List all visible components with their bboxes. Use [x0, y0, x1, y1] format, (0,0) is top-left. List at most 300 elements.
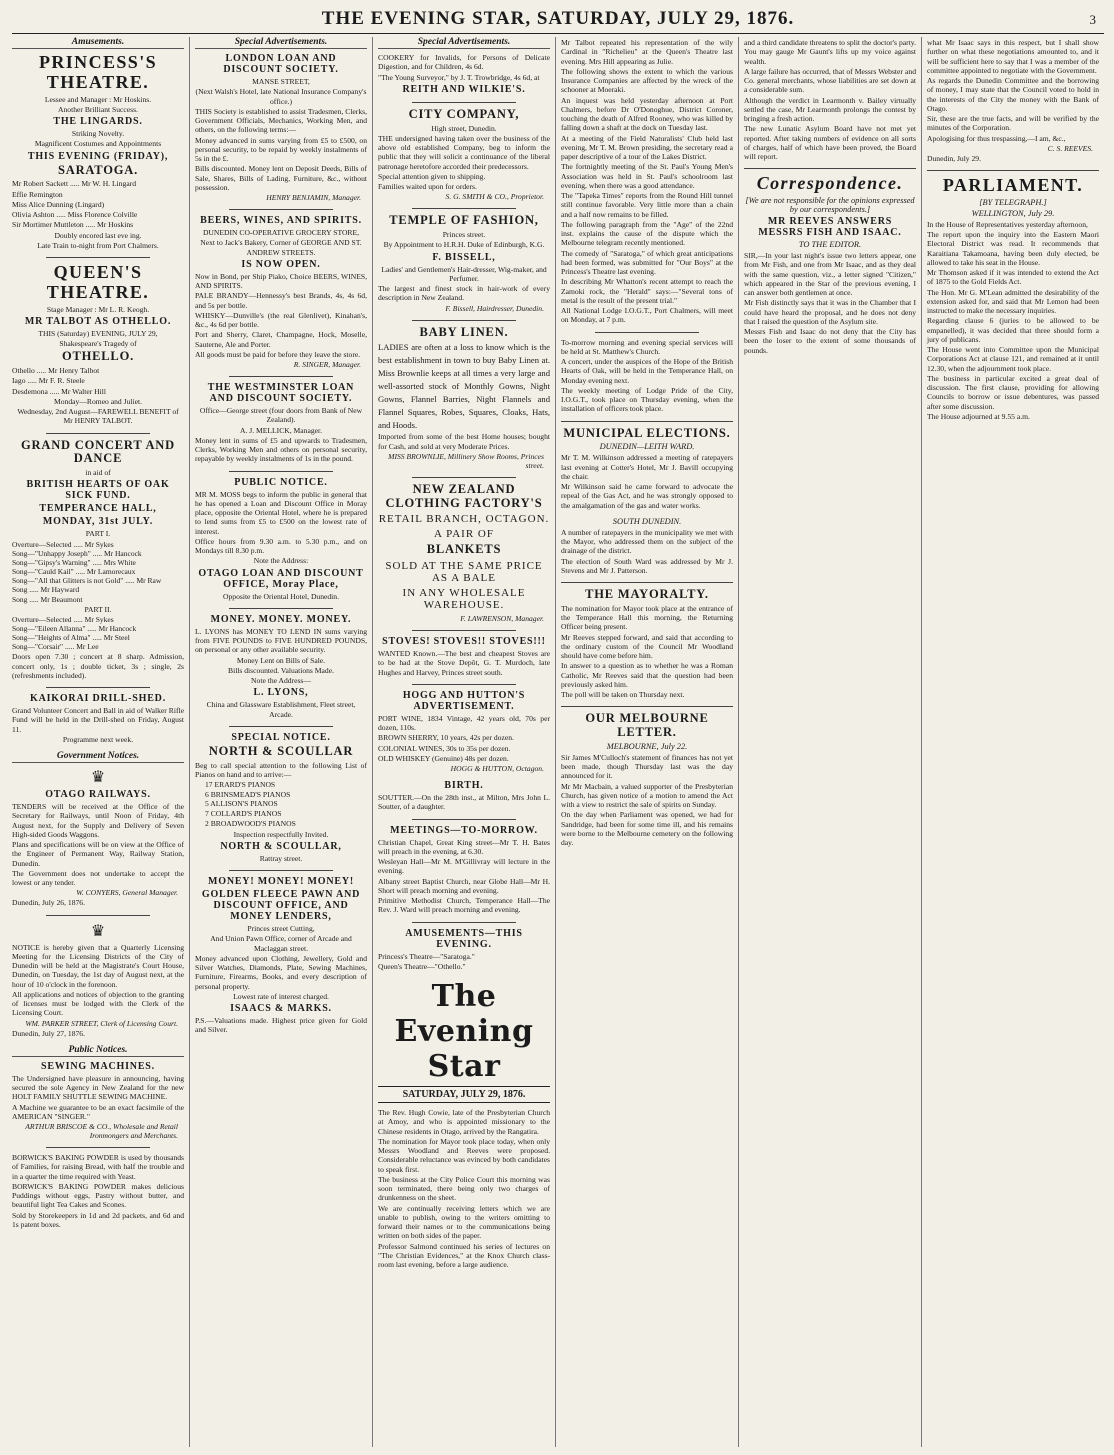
- ad-title: OTAGO RAILWAYS.: [45, 789, 151, 801]
- beers-wines-ad: [195, 215, 367, 369]
- divider: [412, 684, 515, 685]
- public-notice-ad: [195, 477, 367, 601]
- notice-line: Wesleyan Hall—Mr M. M'Gillivray will lecture in the evening.: [378, 857, 550, 876]
- ad-line: Office—George street (four doors from Bank of New Zealand).: [199, 406, 363, 425]
- ad-line: A. J. MELLICK, Manager.: [239, 425, 323, 435]
- ad-line: All applications and notices of objection to the granting of licenses must be lodged with the Clerk of the Licensing Court.: [12, 989, 184, 1018]
- ad-title: LONDON LOAN AND DISCOUNT SOCIETY.: [223, 53, 339, 75]
- ad-signature: HENRY BENJAMIN, Manager.: [266, 193, 361, 202]
- news-briefs: [561, 338, 733, 414]
- ad-signature: WM. PARKER STREET, Clerk of Licensing Court.: [25, 1018, 178, 1028]
- ad-line: THE LINGARDS.: [53, 116, 143, 128]
- ad-line: Port and Sherry, Claret, Champagne, Hock, Moselle, Sauterne, Ale and Porter.: [195, 330, 367, 349]
- municipal-elections-article: [561, 427, 733, 510]
- letter-salutation: TO THE EDITOR.: [798, 240, 862, 250]
- divider: [561, 582, 733, 583]
- ad-line: GOLDEN FLEECE PAWN AND DISCOUNT OFFICE, AND MONEY LENDERS,: [201, 889, 361, 923]
- paragraph: The Rev. Hugh Cowie, late of the Presbyterian Church at Amoy, and who is appointed missionary to the Chinese residents in Otago, arrived by the Rangatira.: [378, 1108, 550, 1136]
- ad-date: Dunedin, July 26, 1876.: [12, 898, 85, 908]
- ad-line: TEMPERANCE HALL,: [39, 503, 157, 515]
- paragraph: Mr Reeves stepped forward, and said that according to the ordinary custom of the Council Mr Woodland should have come before him.: [561, 632, 733, 660]
- ad-line: Programme next week.: [62, 734, 134, 744]
- programme-item: Song—"All that Glitters is not Gold" ..... Mr Raw: [12, 576, 162, 586]
- programme-item: Song ..... Mr Beaumont: [12, 594, 83, 604]
- programme-item: Song—"Corsair" ..... Mr Lee: [12, 642, 99, 652]
- ad-line: PALE BRANDY—Hennessy's best Brands, 4s, 4s 6d, and 5s per bottle.: [195, 291, 367, 310]
- baby-linen-ad: [378, 326, 550, 470]
- divider: [46, 433, 149, 434]
- paragraph: The nomination for Mayor took place today, when only Messrs Woodland and Reeves were proposed. Considerable reluctance was evinced by both candidates to speak first.: [378, 1136, 550, 1174]
- ad-line: Late Train to-night from Port Chalmers.: [37, 240, 159, 250]
- divider: [412, 102, 515, 103]
- paragraph: Mr Fish distinctly says that it was in the Chamber that I could have heard the proposal, and he does not deny that I raised the question of the Asylum site.: [744, 298, 916, 326]
- programme-item: Overture—Selected ..... Mr Sykes: [12, 614, 114, 624]
- borwick-ad: [12, 1153, 184, 1229]
- ad-line: Plans and specifications will be on view at the Office of the Engineer of Permanent Way, Railway Station, Dunedin.: [12, 840, 184, 868]
- ad-line: The Government does not undertake to accept the lowest or any tender.: [12, 868, 184, 888]
- ad-line: in aid of: [85, 468, 111, 478]
- ad-line: Families waited upon for orders.: [378, 182, 477, 191]
- ad-line: Office hours from 9.30 a.m. to 5.30 p.m., and on Mondays till 8.30 p.m.: [195, 536, 367, 555]
- column-5: [738, 37, 921, 1447]
- divider: [46, 915, 149, 916]
- article-subtitle: [BY TELEGRAPH.]: [979, 197, 1047, 207]
- ad-line: BORWICK'S BAKING POWDER is used by thousands of Families, for raising Bread, with half the trouble and in a quarter the time required with Yeast.: [12, 1153, 184, 1181]
- masthead-title: THE EVENING STAR, SATURDAY, JULY 29, 1876.: [321, 8, 795, 29]
- divider: [412, 922, 515, 923]
- ad-line: PART I.: [85, 529, 111, 539]
- paragraph: We are continually receiving letters which we are unable to publish, owing to the writers omitting to forward their names or to the communications being written on both sides of the paper.: [378, 1203, 550, 1241]
- piano-item: 5 ALLISON'S PIANOS: [205, 799, 278, 809]
- ad-line: Desdemona ..... Mr Walter Hill: [12, 386, 106, 396]
- ad-line: L. LYONS has MONEY TO LEND IN sums varying from FIVE POUNDS to FIVE HUNDRED POUNDS, on personal or any other available security.: [195, 626, 367, 655]
- ad-line: COLONIAL WINES, 30s to 35s per dozen.: [378, 743, 511, 753]
- divider: [229, 870, 332, 871]
- letter-date: Dunedin, July 29.: [927, 153, 981, 163]
- paragraph: Mr Talbot repeated his representation of the wily Cardinal in "Richelieu" at the Queen's Theatre last evening. Mrs Hill appearing as Julie.: [561, 38, 733, 66]
- ad-line: Princes street.: [442, 230, 486, 239]
- ad-line: Money advanced upon Clothing, Jewellery, Gold and Silver Watches, Diamonds, Plate, Sewing Machines, Furniture, Firearms, Books, and every description of personal property.: [195, 953, 367, 991]
- ad-signature: R. SINGER, Manager.: [293, 360, 361, 369]
- ad-line: Stage Manager : Mr L. R. Keogh.: [46, 304, 150, 314]
- crown-emblem-icon: ♛: [90, 769, 106, 787]
- paragraph: The weekly meeting of Lodge Pride of the City, I.O.G.T., took place on Thursday evening, when the installation of officers took place.: [561, 385, 733, 414]
- article-title: MUNICIPAL ELECTIONS.: [563, 425, 731, 440]
- paragraph: and a third candidate threatens to split the doctor's party. You may gauge Mr Gaunt's lifts up my voice against wealth.: [744, 38, 916, 66]
- ad-line: BROWN SHERRY, 10 years, 42s per dozen.: [378, 733, 514, 743]
- ad-line: MR M. MOSS begs to inform the public in general that he has opened a Loan and Discount Office in Moray place, opposite the Oriental Hotel, where he is prepared to lend sums from £5 to £500 on the lowest rate of interest.: [195, 489, 367, 536]
- ad-line: REITH AND WILKIE'S.: [402, 83, 526, 95]
- column-3: [372, 37, 555, 1447]
- paragraph: The new Lunatic Asylum Board have not met yet reported. After taking numbers of evidence on all sorts of charges, half of which have been proved, the Board will report.: [744, 124, 916, 161]
- notice-line: Christian Chapel, Great King street—Mr T. H. Bates will preach in the evening, at 6.30.: [378, 837, 550, 856]
- ad-signature: F. Bissell, Hairdresser, Dunedin.: [445, 303, 544, 313]
- ad-line: Mr Robert Sackett ..... Mr W. H. Lingard: [12, 179, 137, 189]
- ad-line: "The Young Surveyor," by J. T. Trowbridge, 4s 6d, at: [378, 72, 540, 82]
- ad-line: (Next Walsh's Hotel, late National Insurance Company's office.): [195, 87, 367, 106]
- paragraph: The business at the City Police Court this morning was soon terminated, there being only two charges of drunkenness on the sheet.: [378, 1174, 550, 1203]
- ad-line: LADIES are often at a loss to know which is the best establishment in town to buy Baby Linen at. Miss Brownlie keeps at all times a very large and well-assorted stock of Monthly Gowns, Night Gowns, Flannel Barries, Night Flannels and Flannel Squares, Robes, Squares, Cloaks, Hats, and Hoods.: [378, 342, 550, 430]
- divider: [412, 630, 515, 631]
- ad-line: Othello ..... Mr Henry Talbot: [12, 366, 100, 376]
- column-6: [921, 37, 1104, 1447]
- letter-signature: C. S. REEVES.: [1047, 143, 1093, 153]
- programme-item: Song—"Cauld Kail" ..... Mr Lamorecaux: [12, 567, 136, 577]
- ad-line: Magnificent Costumes and Appointments: [34, 139, 162, 149]
- ad-line: Monday—Romeo and Juliet.: [54, 396, 142, 406]
- ad-line: Beg to call special attention to the following List of Pianos on hand and to arrive:—: [195, 760, 367, 779]
- paragraph: Mr T. M. Wilkinson addressed a meeting of ratepayers last evening at Cotter's Hotel, Mr J. Bavill occupying the chair.: [561, 453, 733, 481]
- editorial-continued: [561, 38, 733, 325]
- ad-line: Iago ..... Mr F. R. Steele: [12, 376, 85, 386]
- paragraph: Sir, these are the true facts, and will be verified by the minutes of the Corporation.: [927, 114, 1099, 133]
- ad-date: Dunedin, July 27, 1876.: [12, 1028, 85, 1038]
- ad-body: [12, 95, 184, 251]
- programme-item: Song—"Eileen Allanna" ..... Mr Hancock: [12, 624, 137, 634]
- divider: [229, 209, 332, 210]
- princess-theatre-ad: [12, 53, 184, 250]
- ad-title: PRINCESS'S THEATRE.: [38, 52, 158, 92]
- section-note: [We are not responsible for the opinions expressed by our correspondents.]: [745, 196, 915, 215]
- ad-line: The Undersigned have pleasure in announcing, having secured the sole Agency in New Zealand for the new HOLT FAMILY SHUTTLE SEWING MACHINE.: [12, 1073, 184, 1102]
- paragraph: what Mr Isaac says in this respect, but I shall show further on what these negotiations amounted to, and it will be sufficient here to say that I was a member of the committee appointed to negotiate with the Government.: [927, 38, 1099, 75]
- notice-line: Queen's Theatre—"Othello.": [378, 961, 466, 971]
- melbourne-letter-continued: [744, 38, 916, 161]
- ad-line: WANTED Known.—The best and cheapest Stoves are to be had at the Stove Depôt, G. T. Murdoch, late Hughes and Harvey, Princes street south.: [378, 649, 550, 677]
- ad-line: By Appointment to H.R.H. Duke of Edinburgh, K.G.: [383, 240, 545, 250]
- divider: [561, 421, 733, 422]
- ad-line: Another Brilliant Success.: [58, 104, 138, 114]
- ad-line: SOLD AT THE SAME PRICE AS A BALE: [385, 560, 543, 585]
- ad-signature: S. G. SMITH & CO., Proprietor.: [445, 192, 544, 202]
- paragraph: At a meeting of the Field Naturalists' Club held last evening, Mr T. M. Brown presiding, the secretary read a paper descriptive of a tour of the Lakes District.: [561, 133, 733, 161]
- otago-railways-notice: [12, 767, 184, 908]
- crown-emblem-icon: ♛: [90, 922, 106, 940]
- meetings-notice: [378, 825, 550, 915]
- divider: [744, 168, 916, 169]
- divider: [927, 170, 1099, 171]
- editorial-lead: [378, 1108, 550, 1269]
- ad-line: OTHELLO.: [61, 349, 135, 364]
- ad-line: Lowest rate of interest charged.: [233, 991, 329, 1001]
- ad-title: TEMPLE OF FASHION,: [389, 213, 539, 228]
- ad-line: RETAIL BRANCH, OCTAGON.: [378, 513, 550, 526]
- ad-signature: ARTHUR BRISCOE & CO., Wholesale and Retail Ironmongers and Merchants.: [25, 1122, 178, 1141]
- divider: [412, 477, 515, 478]
- paragraph: The poll will be taken on Thursday next.: [561, 690, 685, 699]
- paragraph: The fortnightly meeting of the St. Paul's Young Men's Association was held in St. Paul's schoolroom last evening, when there was a good attendance.: [561, 162, 733, 190]
- ad-line: Imported from some of the best Home houses; bought for Cash, and sold at very Moderate Prices.: [378, 432, 550, 451]
- ad-line: BLANKETS: [426, 542, 502, 557]
- paragraph: The election of South Ward was addressed by Mr J. Stevens and Mr J. Patterson.: [561, 556, 733, 575]
- paragraph: Although the verdict in Learmonth v. Bailey virtually settled the case, Mr Learmonth prolongs the contest by bringing a fresh action.: [744, 95, 916, 123]
- piano-item: 2 BROADWOOD'S PIANOS: [205, 818, 296, 828]
- programme-item: Song—"Gipsy's Warning" ..... Mrs White: [12, 557, 136, 567]
- ad-line: OLD WHISKEY (Genuine) 48s per dozen.: [378, 753, 509, 763]
- ad-line: Money lent in sums of £5 and upwards to Tradesmen, Clerks, Working Men and others on personal security, repayable by weekly instalments of 1s in the pound.: [195, 435, 367, 464]
- article-title: THE MAYORALTY.: [585, 587, 709, 601]
- concert-ad: [12, 439, 184, 681]
- paragraph: As regards the Dunedin Committee and the borrowing of money, I may state that the Council voted to hold in the interests of the City the money with the Bank of Otago.: [927, 76, 1099, 113]
- ad-line: Effie Remington: [12, 189, 63, 199]
- ad-line: Note the Address—: [251, 676, 311, 685]
- paragraph: The following shows the extent to which the various Insurance Companies are affected by the wreck of the schooner at Moeraki.: [561, 66, 733, 95]
- paragraph: Regarding clause 6 (juries to be allowed to be empanelled), it was decided that three should form a jury of publicans.: [927, 316, 1099, 344]
- divider: [46, 687, 149, 688]
- notice-line: SOUTTER.—On the 28th inst., at Milton, Mrs John L. Soutter, of a daughter.: [378, 793, 550, 812]
- piano-item: 6 BRINSMEAD'S PIANOS: [205, 789, 291, 799]
- correspondence-section: [744, 174, 916, 355]
- divider: [561, 706, 733, 707]
- ad-line: Inspection respectfully Invited.: [233, 829, 329, 839]
- paragraph: A large failure has occurred, that of Messrs Webster and Co. general merchants, whose liabilities are set down at a considerable sum.: [744, 66, 916, 95]
- golden-fleece-ad: [195, 876, 367, 1035]
- paragraph: SIR,—In your last night's issue two letters appear, one from Mr Fish, and one from Mr Isaac, and as they deal with the same question, viz., a letter signed "Citizen," which appeared in the Star of the previous evening, I can answer both gentlemen at once.: [744, 251, 916, 298]
- paragraph: Mr Thomson asked if it was intended to extend the Act of 1875 to the Gold Fields Act.: [927, 268, 1099, 287]
- article-dateline: MELBOURNE, July 22.: [606, 741, 688, 751]
- paper-nameplate: The Evening Star: [394, 979, 534, 1085]
- ad-line: L. LYONS,: [253, 687, 309, 699]
- correspondence-continued: [927, 38, 1099, 163]
- masthead: [12, 6, 1104, 34]
- section-heading: Public Notices.: [12, 1045, 184, 1057]
- section-title: Correspondence.: [756, 173, 904, 194]
- ad-line: BORWICK'S BAKING POWDER makes delicious Puddings without eggs, Pastry without butter, and beautiful light Tea Cakes and Scones.: [12, 1181, 184, 1210]
- ad-line: A Machine we guarantee to be an exact facsimile of the AMERICAN "SINGER.": [12, 1102, 184, 1121]
- ad-line: A PAIR OF: [434, 528, 494, 541]
- ad-line: Grand Volunteer Concert and Ball in aid of Walker Rifle Fund will be held in the Drill-shed on Friday, August 11.: [12, 706, 184, 734]
- paragraph: The following paragraph from the "Age" of the 22nd inst. explains the cause of the dispute which the Melbourne telegram recently mentioned.: [561, 219, 733, 248]
- ad-line: Next to Jack's Bakery, Corner of GEORGE AND ST. ANDREW STREETS.: [200, 238, 362, 257]
- paragraph: Mr Wilkinson said he came forward to advocate the repeal of the Gas Act, and he was strongly opposed to the amalgamation of the gas and water works.: [561, 482, 733, 510]
- ad-title: BABY LINEN.: [419, 324, 509, 339]
- ad-line: ISAACS & MARKS.: [230, 1003, 332, 1015]
- ad-title: SPECIAL NOTICE.: [231, 731, 331, 743]
- parliament-article: [927, 176, 1099, 421]
- ad-title: PUBLIC NOTICE.: [234, 476, 328, 488]
- ad-line: DUNEDIN CO-OPERATIVE GROCERY STORE,: [202, 228, 360, 237]
- divider: [595, 332, 698, 333]
- paragraph: The House went into Committee upon the Municipal Corporations Act at clause 121, and remained at it until 12.30, when the adjournment took place.: [927, 345, 1099, 373]
- article-dateline: WELLINGTON, July 29.: [971, 208, 1055, 218]
- section-heading: Special Advertisements.: [195, 37, 367, 49]
- ad-line: THIS Society is established to assist Tradesmen, Clerks, Government Officials, Mechanics, Working Men, and others, on the following terms:—: [195, 106, 367, 135]
- divider: [229, 726, 332, 727]
- temple-of-fashion-ad: [378, 214, 550, 312]
- ad-line: Money advanced in sums varying from £5 to £500, on personal security, to be repaid by weekly instalments of 5s in the £.: [195, 135, 367, 163]
- paper-date: SATURDAY, JULY 29, 1876.: [378, 1086, 550, 1103]
- paragraph: On the day when Parliament was opened, we had for Sandridge, had been for some time ill, and his remains were borne to the Melbourne cemetery on the following day.: [561, 810, 733, 847]
- ad-signature: F. LAWRENSON, Manager.: [460, 614, 544, 624]
- programme-item: Song—"Unhappy Joseph" ..... Mr Hancock: [12, 548, 142, 558]
- paragraph: The "Tapeka Times" reports from the Round Hill tunnel still continue favorable. Very little more than a chain and a half now remains to be filled.: [561, 191, 733, 219]
- divider: [412, 819, 515, 820]
- mayoralty-article: [561, 588, 733, 699]
- paragraph: Mr Mr Macbain, a valued supporter of the Presbyterian Church, has given notice of a motion to amend the Act with a view to restrict the sale of spirits on Sunday.: [561, 781, 733, 809]
- programme-item: Song ..... Mr Hayward: [12, 585, 80, 595]
- ad-line: Lessee and Manager : Mr Hoskins.: [44, 94, 152, 104]
- programme-item: Overture—Selected ..... Mr Sykes: [12, 539, 114, 549]
- ad-line: China and Glassware Establishment, Fleet street, Arcade.: [206, 700, 356, 719]
- ad-line: THIS (Saturday) EVENING, JULY 29,: [38, 328, 158, 338]
- ad-line: The largest and finest stock in hair-work of every description in New Zealand.: [378, 284, 550, 303]
- ad-line: Wednesday, 2nd August—FAREWELL BENEFIT of Mr HENRY TALBOT.: [17, 407, 179, 426]
- article-title: OUR MELBOURNE LETTER.: [585, 711, 709, 739]
- column-2: [189, 37, 372, 1447]
- south-dunedin-article: [561, 517, 733, 575]
- ad-line: WHISKY—Dunville's (the real Glenlivet), Kinahan's, &c., 4s 6d per bottle.: [195, 310, 367, 329]
- nz-clothing-ad: [378, 483, 550, 623]
- columns: [12, 37, 1104, 1447]
- ad-line: Note the Address:: [253, 556, 309, 566]
- paragraph: The nomination for Mayor took place at the entrance of the Temperance Hall this morning, the Returning Officer being present.: [561, 603, 733, 632]
- article-subtitle: DUNEDIN—LEITH WARD.: [599, 442, 695, 452]
- ad-line: F. BISSELL,: [432, 251, 496, 263]
- ad-line: SARATOGA.: [57, 162, 138, 177]
- paragraph: A number of ratepayers in the municipality we met with the Mayor, who addressed them on the subject of the drainage of the district.: [561, 527, 733, 556]
- ad-title: BEERS, WINES, AND SPIRITS.: [200, 215, 362, 226]
- paragraph: To-morrow morning and evening special services will be held at St. Matthew's Church.: [561, 337, 733, 356]
- ad-title: KAIKORAI DRILL-SHED.: [29, 693, 167, 705]
- notice-title: AMUSEMENTS—THIS EVENING.: [405, 927, 523, 950]
- ad-line: IN ANY WHOLESALE WAREHOUSE.: [402, 587, 526, 612]
- programme-item: PART II.: [84, 604, 112, 614]
- ad-line: Miss Alice Dunning (Lingard): [12, 199, 105, 209]
- ad-title: SEWING MACHINES.: [41, 1060, 155, 1072]
- paragraph: In answer to a question as to whether he was a Roman Catholic, Mr Reeves said that the question had been previously asked him.: [561, 661, 733, 689]
- amusements-notice: [378, 928, 550, 972]
- divider: [46, 1147, 149, 1148]
- ad-line: Opposite the Oriental Hotel, Dunedin.: [223, 591, 339, 601]
- ad-line: P.S.—Valuations made. Highest price given for Gold and Silver.: [195, 1016, 367, 1035]
- ad-line: COOKERY for Invalids, for Persons of Delicate Digestion, and for Children, 4s 6d.: [378, 53, 550, 72]
- melbourne-letter-article: [561, 712, 733, 847]
- paragraph: An inquest was held yesterday afternoon at Port Chalmers, before Dr O'Donoghue, District Coroner, touching the death of Alfred Rooney, who was killed by falling down a shaft at the dock on Tuesday last.: [561, 95, 733, 133]
- divider: [412, 208, 515, 209]
- ad-line: Bills discounted. Money lent on Deposit Deeds, Bills of Sale, Shares, Bills of Lading, Furniture, &c., without possession.: [195, 164, 367, 192]
- kaikorai-ad: [12, 693, 184, 744]
- paragraph: Professor Salmond continued his series of lectures on "The Christian Evidences," at the Knox Church class-room last evening, before a large audience.: [378, 1241, 550, 1270]
- ad-line: High street, Dunedin.: [431, 123, 497, 133]
- paragraph: The comedy of "Saratoga," of which great anticipations had been formed, was submitted for "Our Boys" at the Princess's Theatre last evening.: [561, 248, 733, 276]
- section-heading: Amusements.: [12, 37, 184, 49]
- ad-line: Princes street Cutting,: [247, 924, 315, 934]
- ad-line: Ladies' and Gentlemen's Hair-dresser, Wig-maker, and Perfumer.: [381, 264, 547, 283]
- paragraph: Apologising for thus trespassing,—I am, &c.,: [927, 133, 1066, 143]
- ad-line: THIS EVENING (FRIDAY),: [27, 150, 169, 162]
- ad-line: All goods must be paid for before they leave the store.: [195, 349, 361, 359]
- ad-line: NORTH & SCOULLAR: [208, 743, 354, 758]
- ad-title: NEW ZEALAND CLOTHING FACTORY'S: [385, 481, 543, 510]
- ad-signature: W. CONYERS, General Manager.: [76, 888, 178, 898]
- london-loan-ad: [195, 53, 367, 202]
- divider: [46, 257, 149, 258]
- divider: [229, 608, 332, 609]
- divider: [229, 376, 332, 377]
- notice-line: Princess's Theatre—"Saratoga.": [378, 951, 475, 961]
- programme-item: Song—"Heights of Alma" ..... Mr Steel: [12, 633, 130, 643]
- ad-line: PORT WINE, 1834 Vintage, 42 years old, 70s per dozen, 110s.: [378, 713, 550, 733]
- ad-line: NOTICE is hereby given that a Quarterly Licensing Meeting for the Licensing Districts of the City of Dunedin will be held at the Magistrate's Court House, Dunedin, on Tuesday, the 1st day of August next, at the hour of 10 o'clock in the forenoon.: [12, 942, 184, 989]
- ad-line: MR TALBOT AS OTHELLO.: [24, 315, 172, 327]
- hogg-hutton-ad: [378, 690, 550, 773]
- section-heading: Government Notices.: [12, 751, 184, 763]
- queens-theatre-ad: [12, 263, 184, 426]
- birth-notice: [378, 780, 550, 812]
- ad-signature: HOGG & HUTTON, Octagon.: [450, 764, 544, 774]
- ad-footer: Doors open 7.30 ; concert at 8 sharp. Admission, concert only, 1s ; double ticket, 3s ; single, 2s (refreshments included).: [12, 652, 184, 680]
- divider: [229, 471, 332, 472]
- ad-title: QUEEN'S THEATRE.: [46, 262, 150, 302]
- licensing-notice: [12, 921, 184, 1038]
- pianos-ad: [195, 732, 367, 863]
- article-subtitle: SOUTH DUNEDIN.: [612, 516, 682, 526]
- ad-title: CITY COMPANY,: [408, 106, 520, 121]
- page-number: 3: [1089, 12, 1096, 27]
- ad-line: OTAGO LOAN AND DISCOUNT OFFICE, Moray Place,: [198, 567, 364, 590]
- ad-line: Olivia Ashton ..... Miss Florence Colville: [12, 210, 138, 220]
- paragraph: The House adjourned at 9.55 a.m.: [927, 411, 1030, 421]
- ad-title: MONEY! MONEY! MONEY!: [208, 876, 354, 888]
- paragraph: In describing Mr Whatton's recent attempt to reach the Zamoki rock, the "Herald" says:—"Several tons of metal is the result of the present trial.": [561, 277, 733, 305]
- notice-title: BIRTH.: [444, 780, 484, 792]
- ad-line: IS NOW OPEN.: [241, 258, 321, 270]
- cookery-ad: [378, 53, 550, 95]
- paragraph: The report upon the inquiry into the Eastern Maori Electoral District was read. It recommends that Karaitiana Takamoana, having been duly elected, be allowed to take his seat in the House.: [927, 230, 1099, 267]
- sewing-machines-ad: [12, 1061, 184, 1140]
- ad-title: GRAND CONCERT AND DANCE: [21, 437, 175, 466]
- ad-line: Shakespeare's Tragedy of: [59, 339, 137, 349]
- ad-line: Bills discounted. Valuations Made.: [228, 665, 334, 675]
- ad-title: THE WESTMINSTER LOAN AND DISCOUNT SOCIETY.: [207, 382, 355, 404]
- notice-title: MEETINGS—TO-MORROW.: [390, 824, 538, 836]
- article-title: PARLIAMENT.: [942, 175, 1084, 195]
- paragraph: Sir James M'Culloch's statement of finances has not yet been made, though Thursday last was the day announced for it.: [561, 752, 733, 781]
- ad-line: Sir Mortimer Muttleton ..... Mr Hoskins: [12, 220, 134, 230]
- ad-line: Special attention given to shipping.: [378, 171, 486, 181]
- ad-signature: MISS BROWNLIE, Millinery Show Rooms, Princes street.: [388, 451, 544, 470]
- stoves-ad: [378, 636, 550, 677]
- letter-title: MR REEVES ANSWERS MESSRS FISH AND ISAAC.: [758, 216, 902, 239]
- ad-line: BRITISH HEARTS OF OAK SICK FUND.: [26, 479, 170, 502]
- city-company-ad: [378, 108, 550, 202]
- ad-line: NORTH & SCOULLAR,: [220, 840, 342, 852]
- ad-line: Rattray street.: [259, 853, 303, 863]
- piano-item: 17 ERARD'S PIANOS: [205, 780, 276, 789]
- paragraph: In the House of Representatives yesterday afternoon,: [927, 219, 1088, 229]
- ad-line: TENDERS will be received at the Office of the Secretary for Railways, until Noon of Friday, 4th August next, for the Supply and Delivery of Seven High-sided Goods Waggons.: [12, 802, 184, 839]
- ad-line: Striking Novelty.: [71, 129, 125, 139]
- ad-line: Money Lent on Bills of Sale.: [236, 655, 326, 665]
- notice-line: Albany street Baptist Church, near Globe Hall—Mr H. Short will preach morning and evening.: [378, 876, 550, 895]
- money-lender-ad: [195, 614, 367, 719]
- column-4: [555, 37, 738, 1447]
- notice-line: Primitive Methodist Church, Temperance Hall—The Rev. J. Ward will preach morning and evening.: [378, 896, 550, 915]
- section-heading: Special Advertisements.: [378, 37, 550, 49]
- ad-title: STOVES! STOVES!! STOVES!!!: [382, 636, 546, 648]
- ad-line: Sold by Storekeepers in 1d and 2d packets, and 6d and 1s patent boxes.: [12, 1210, 184, 1229]
- ad-line: MANSE STREET,: [252, 77, 310, 86]
- ad-title: HOGG AND HUTTON'S ADVERTISEMENT.: [402, 689, 526, 712]
- column-1: [12, 37, 189, 1447]
- piano-item: 7 COLLARD'S PIANOS: [205, 809, 282, 819]
- ad-title: MONEY. MONEY. MONEY.: [210, 613, 352, 625]
- ad-line: Now in Bond, per Ship Piako, Choice BEERS, WINES, AND SPIRITS.: [195, 271, 367, 290]
- paragraph: The Hon. Mr G. M'Lean admitted the desirability of the extension asked for, and said that Mr Lemon had been instructed to make the necessary inquiries.: [927, 287, 1099, 316]
- paragraph: Messrs Fish and Isaac do not deny that the City has been the loser to the extent of some thousands of pounds.: [744, 327, 916, 355]
- paragraph: A concert, under the auspices of the Hope of the British Hearts of Oak, will be held in the Temperance Hall, on Monday evening next.: [561, 357, 733, 385]
- paragraph: The business in particular excited a great deal of discussion. The first clause, providing for allowing Councils to borrow or issue debentures, was passed after some discussion.: [927, 373, 1099, 411]
